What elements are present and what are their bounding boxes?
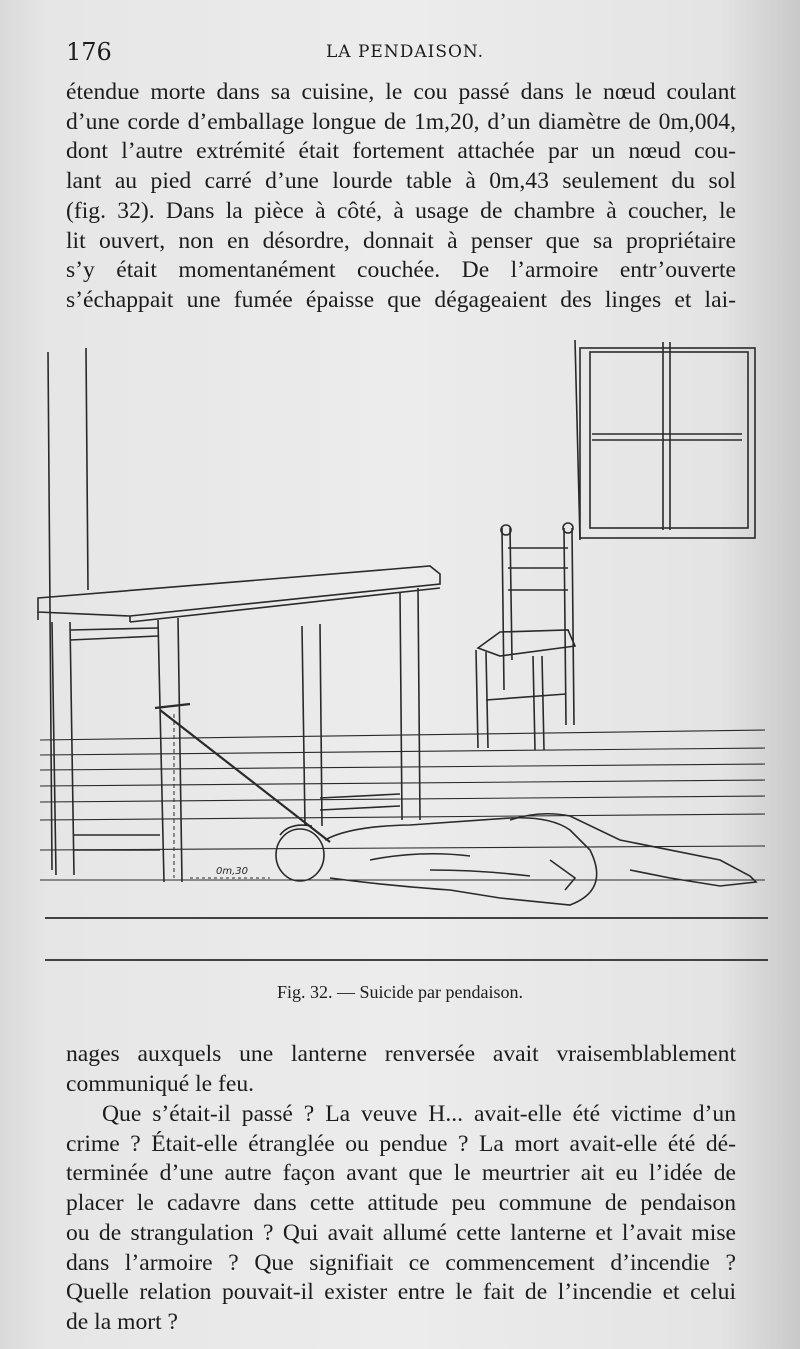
engraving-drawing <box>30 330 770 970</box>
text-line: s’échappait une fumée épaisse que dégageaient des linges et lai- <box>66 286 736 313</box>
running-title: LA PENDAISON. <box>326 42 485 62</box>
text-line: de la mort ? <box>66 1308 179 1335</box>
figure-illustration <box>30 330 770 970</box>
text-line: terminée d’une autre façon avant que le meurtrier ait eu l’idée de <box>66 1160 736 1187</box>
text-line: Que s’était-il passé ? La veuve H... avait-elle été victime d’un <box>102 1101 736 1127</box>
text-line: communiqué le feu. <box>66 1070 255 1097</box>
table-drawing <box>38 566 440 882</box>
text-line: dont l’autre extrémité était fortement attachée par un nœud cou- <box>66 138 736 165</box>
text-line: nages auxquels une lanterne renversée avait vraisemblablement <box>66 1041 736 1067</box>
page-number: 176 <box>66 38 112 66</box>
paragraph-top <box>66 78 736 316</box>
page-header <box>66 38 726 68</box>
paragraph-bottom-2 <box>66 1100 736 1338</box>
chair-drawing <box>476 523 575 750</box>
dimension-label: 0m,30 <box>216 866 249 877</box>
paragraph-bottom-1 <box>66 1040 736 1099</box>
text-line: ou de strangulation ? Qui avait allumé cette lanterne et l’avait mise <box>66 1219 736 1246</box>
body-drawing <box>276 814 756 905</box>
text-line: lit ouvert, non en désordre, donnait à penser que sa propriétaire <box>66 227 736 254</box>
text-line: placer le cadavre dans cette attitude peu commune de pendaison <box>66 1190 736 1217</box>
text-line: dans l’armoire ? Que signifiait ce commencement d’incendie ? <box>66 1249 736 1276</box>
dimension-marker <box>174 714 270 878</box>
text-line: crime ? Était-elle étranglée ou pendue ? La mort avait-elle été dé- <box>66 1130 736 1157</box>
text-line: s’y était momentanément couchée. De l’armoire entr’ouverte <box>66 257 736 284</box>
text-line: (fig. 32). Dans la pièce à côté, à usage de chambre à coucher, le <box>66 197 736 224</box>
text-line: Quelle relation pouvait-il exister entre le fait de l’incendie et celui <box>66 1279 736 1306</box>
floor-lines <box>40 730 768 960</box>
text-line: lant au pied carré d’une lourde table à 0m,43 seulement du sol <box>66 168 736 195</box>
text-line: d’une corde d’emballage longue de 1m,20, d’un diamètre de 0m,004, <box>66 108 736 135</box>
text-line: étendue morte dans sa cuisine, le cou passé dans le nœud coulant <box>66 79 736 105</box>
figure-caption: Fig. 32. — Suicide par pendaison. <box>277 982 523 1002</box>
window-drawing <box>575 340 755 540</box>
